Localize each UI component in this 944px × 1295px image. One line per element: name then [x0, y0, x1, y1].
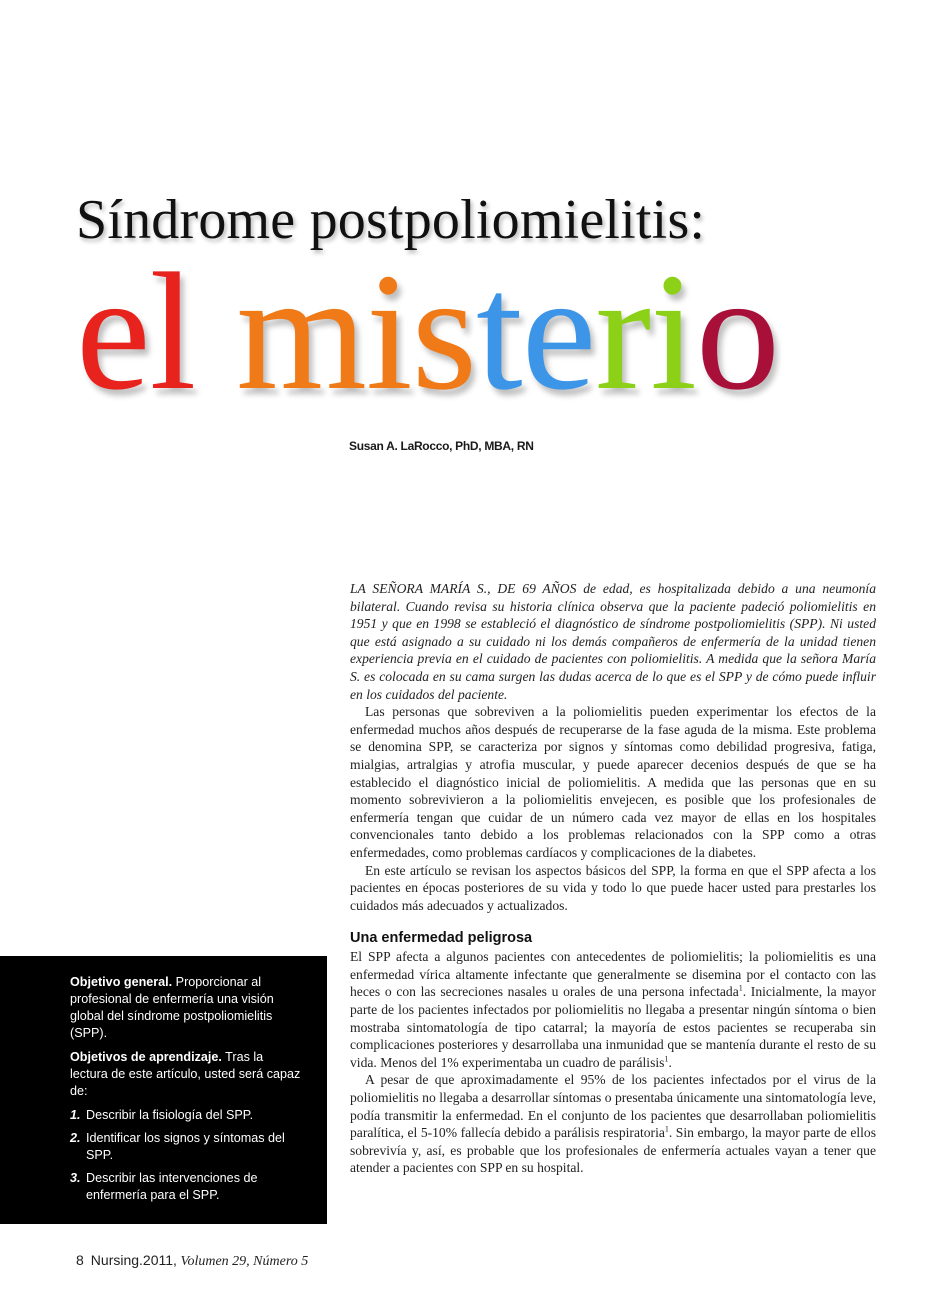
article-author: Susan A. LaRocco, PhD, MBA, RN: [349, 439, 534, 453]
page-footer: [76, 1252, 308, 1270]
section-text: . Inicialmente, la mayor parte de los pacientes infectados por poliomielitis no llegaba a presentar ningún síntoma o bien mostraba sintomatología de tipo catarral; la mayoría de estos pacientes se recuperaba sin complicaciones posteriores y desarrollaba una inmunidad que se mantenía durante el resto de su vida. Menos del 1% experimentaba un cuadro de parálisis: [350, 984, 877, 1070]
body-paragraph-2: En este artículo se revisan los aspectos básicos del SPP, la forma en que el SPP afecta a los pacientes en épocas posteriores de su vida y todo lo que puede hacer usted para prestarles los cuidados más adecuados y actualizados.: [350, 862, 876, 913]
title-letter: t: [476, 239, 522, 425]
reference-mark: 1: [664, 1054, 669, 1064]
learning-objectives-label: Objetivos de aprendizaje.: [70, 1050, 222, 1064]
title-letter: i: [365, 239, 412, 425]
title-letter: m: [236, 239, 366, 425]
article-title-line1: Síndrome postpoliomielitis:: [76, 189, 706, 251]
title-letter: o: [695, 239, 779, 425]
section-paragraph-2: [350, 1071, 876, 1177]
title-letter: e: [76, 239, 150, 425]
objectives-list: [70, 1107, 303, 1204]
list-text: Identificar los signos y síntomas del SPP.: [86, 1131, 285, 1162]
section-text: . Sin embargo, la mayor parte de ellos sobrevivía y, así, es probable que los profesionales de enfermería actuales vayan a tener que atender a pacientes con SPP en su hospital.: [350, 1125, 876, 1176]
learning-objectives-text: Tras la lectura de este artículo, usted será capaz de:: [70, 1050, 301, 1098]
learning-objectives: [70, 1049, 303, 1100]
general-objective-text: Proporcionar al profesional de enfermería una visión global del síndrome postpoliomielitis (SPP).: [70, 975, 274, 1040]
reference-mark: 1: [664, 1124, 669, 1134]
title-letter: e: [521, 239, 596, 425]
section-paragraph-1: [350, 948, 876, 1071]
list-item: [70, 1130, 303, 1164]
journal-name: Nursing.2011,: [90, 1252, 177, 1268]
objectives-box: [0, 956, 327, 1224]
general-objective-label: Objetivo general.: [70, 975, 173, 989]
title-letter: l: [149, 239, 196, 425]
section-text: .: [668, 1054, 672, 1070]
list-number: 2.: [70, 1131, 81, 1145]
list-text: Describir las intervenciones de enfermería para el SPP.: [86, 1171, 258, 1202]
title-letter: [195, 239, 236, 425]
list-text: Describir la fisiología del SPP.: [86, 1108, 254, 1122]
main-column: [350, 580, 876, 1177]
list-item: [70, 1170, 303, 1204]
intro-paragraph: LA SEÑORA MARÍA S., DE 69 AÑOS de edad, es hospitalizada debido a una neumonía bilateral. Cuando revisa su historia clínica observa que la paciente padeció poliomielitis en 1951 y que en 1998 se estableció el diagnóstico de síndrome postpoliomielitis (SPP). Ni usted que está asignado a su cuidado ni los demás compañeros de enfermería de la unidad tienen experiencia previa en el cuidado de pacientes con poliomielitis. A medida que la señora María S. es colocada en su cama surgen las dudas acerca de lo que es el SPP y de cómo puede influir en los cuidados del paciente.: [350, 581, 876, 702]
title-letter: s: [411, 239, 477, 425]
title-letter: i: [650, 239, 696, 425]
page-number: 8: [76, 1252, 84, 1268]
section-heading: Una enfermedad peligrosa: [350, 930, 533, 947]
section-text: A pesar de que aproximadamente el 95% de los pacientes infectados por el virus de la poliomielitis no llegaba a desarrollar síntomas o presentaba únicamente una sintomatología leve, podía transmitir la enfermedad. En el conjunto de los pacientes que desarrollaban poliomielitis paralítica, el 5-10% fallecía debido a parálisis respiratoria: [350, 1072, 876, 1141]
title-letter: r: [595, 239, 651, 425]
body-paragraph-1: Las personas que sobreviven a la poliomielitis pueden experimentar los efectos de la enfermedad muchos años después de recuperarse de la fase aguda de la misma. Este problema se denomina SPP, se caracteriza por signos y síntomas como debilidad progresiva, fatiga, mialgias, artralgias y atrofia muscular, y puede aparecer decenios después de que se ha establecido el diagnóstico inicial de poliomielitis. A medida que las personas que en su momento sobrevivieron a la poliomielitis envejecen, es posible que los profesionales de enfermería tengan que cuidar de un número cada vez mayor de ellas en los hospitales convencionales tanto debido a los problemas relacionados con la SPP como a otras enfermedades, como problemas cardíacos y complicaciones de la diabetes.: [350, 704, 876, 860]
section-text: El SPP afecta a algunos pacientes con antecedentes de poliomielitis; la poliomielitis es una enfermedad vírica altamente infectante que generalmente se disemina por el contacto con las heces o con las secreciones nasales u orales de una persona infectada: [350, 949, 876, 1000]
reference-mark: 1: [738, 983, 743, 993]
list-item: [70, 1107, 303, 1124]
article-title-line2: [76, 239, 779, 425]
general-objective: [70, 974, 303, 1042]
journal-volume: Volumen 29, Número 5: [180, 1254, 309, 1269]
list-number: 3.: [70, 1171, 81, 1185]
list-number: 1.: [70, 1108, 81, 1122]
